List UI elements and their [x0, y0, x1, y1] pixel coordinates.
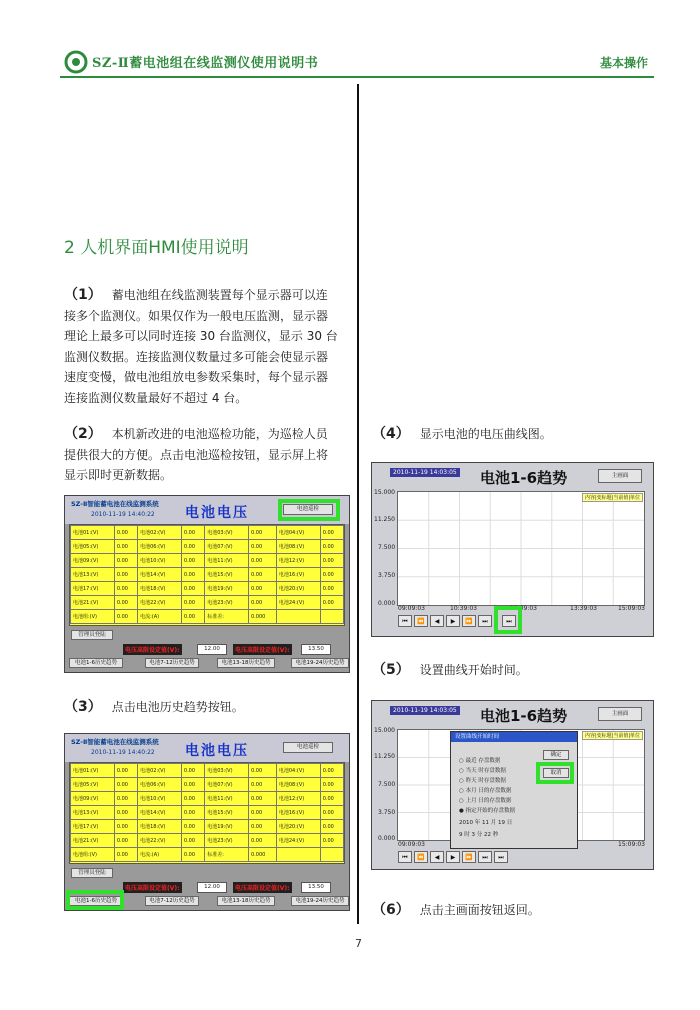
cell-value: 0.00 — [181, 834, 204, 848]
cell-label: 电池12:(V) — [276, 792, 320, 806]
highlight-frame — [494, 606, 522, 634]
para-line: 点击电池历史趋势按钮。 — [111, 700, 244, 714]
nav-forward-button[interactable]: ▶ — [446, 851, 460, 863]
system-title: SZ-Ⅱ智能蓄电池在线监测系统 — [71, 738, 159, 746]
cell-label: 电流:(A) — [138, 848, 182, 862]
cell-value: 0.00 — [181, 582, 204, 596]
cell-value: 0.00 — [181, 596, 204, 610]
cell-value: 0.00 — [114, 610, 137, 624]
para-line: 本机新改进的电池巡检功能，为巡检人员 — [111, 427, 328, 441]
para-line: 速度变慢，做电池组放电参数采集时，每个显示器 — [64, 370, 329, 384]
cell-value: 0.00 — [320, 526, 343, 540]
grid-row — [71, 792, 344, 806]
dialog-title: 设置曲线开始时间 — [451, 732, 577, 742]
highlight-frame — [536, 762, 574, 784]
trend-title: 电池1-6趋势 — [480, 469, 568, 487]
cell-value: 0.00 — [181, 610, 204, 624]
system-title: SZ-Ⅱ智能蓄电池在线监测系统 — [71, 500, 159, 508]
cell-label: 电池06:(V) — [138, 540, 182, 554]
para-line: 显示即时更新数据。 — [64, 468, 173, 482]
nav-latest-button[interactable]: ⏭ — [502, 615, 516, 627]
cancel-button[interactable]: 取消 — [543, 768, 569, 778]
nav-latest-button[interactable]: ⏭ — [494, 851, 508, 863]
cell-label: 标准差: — [205, 610, 249, 624]
admin-login-button[interactable]: 管理员登陆 — [71, 630, 113, 640]
nav-last-button[interactable]: ⏭ — [478, 615, 492, 627]
cell-label: 电池01:(V) — [71, 526, 115, 540]
cell-value: 0.00 — [181, 778, 204, 792]
voltage-grid — [69, 762, 345, 864]
cell-label: 电池09:(V) — [71, 554, 115, 568]
cell-label: 电池组:(V) — [71, 610, 115, 624]
para-line: 蓄电池组在线监测装置每个显示器可以连 — [111, 288, 328, 302]
cell-label: 电池组:(V) — [71, 848, 115, 862]
grid-row — [71, 778, 344, 792]
cell-value: 0.00 — [114, 526, 137, 540]
limit-input[interactable]: 13.50 — [301, 882, 331, 893]
history-button[interactable]: 电池7-12历史趋势 — [145, 658, 199, 668]
voltage-screen-2 — [64, 733, 350, 911]
screen-heading: 电池电压 — [185, 505, 249, 521]
cell-value: 0.00 — [249, 596, 277, 610]
history-button[interactable]: 电池7-12历史趋势 — [145, 896, 199, 906]
cell-value: 0.00 — [181, 792, 204, 806]
cell-label: 电池03:(V) — [205, 526, 249, 540]
y-tick: 11.250 — [374, 516, 395, 523]
cell-value: 0.00 — [249, 834, 277, 848]
cell-label: 电池04:(V) — [276, 764, 320, 778]
option-row-selected[interactable]: ● 指定开始的存盘数据 — [459, 808, 516, 814]
cell-value: 0.00 — [249, 582, 277, 596]
cell-value: 0.00 — [320, 778, 343, 792]
main-screen-button[interactable]: 主画面 — [598, 469, 642, 483]
logo-icon — [64, 50, 88, 74]
x-tick: 10:39:03 — [450, 605, 477, 612]
grid-row — [71, 610, 344, 624]
limit-label: 电压高限设定值(V): — [233, 644, 292, 655]
cell-label: 电池24:(V) — [276, 596, 320, 610]
cell-value: 0.00 — [181, 764, 204, 778]
cell-label: 电池11:(V) — [205, 554, 249, 568]
para-line: 接多个监测仪。如果仅作为一般电压监测，显示器 — [64, 308, 329, 323]
cell-value: 0.00 — [181, 554, 204, 568]
cell-value: 0.00 — [114, 596, 137, 610]
cell-label: 电池12:(V) — [276, 554, 320, 568]
highlight-frame — [66, 890, 124, 910]
cell-value: 0.00 — [114, 778, 137, 792]
para-line: 理论上最多可以同时连接 30 台监测仪，显示 30 台 — [64, 329, 338, 343]
grid-row — [71, 526, 344, 540]
history-button[interactable]: 电池13-18历史趋势 — [217, 658, 275, 668]
y-tick: 11.250 — [374, 753, 395, 760]
y-tick: 3.750 — [378, 572, 396, 579]
cell-value: 0.00 — [249, 540, 277, 554]
cell-value: 0.00 — [114, 540, 137, 554]
limit-input[interactable]: 12.00 — [197, 882, 227, 893]
admin-login-button[interactable]: 管理员登陆 — [71, 868, 113, 878]
para-line: 监测仪数据。连接监测仪数量过多可能会使显示器 — [64, 349, 329, 364]
cell-label: 电池04:(V) — [276, 526, 320, 540]
cell-label: 电池18:(V) — [138, 582, 182, 596]
cell-value: 0.00 — [249, 820, 277, 834]
grid-row — [71, 540, 344, 554]
screen-timestamp: 2010-11-19 14:03:05 — [390, 468, 460, 477]
cell-value: 0.00 — [114, 568, 137, 582]
trend-screen-2 — [371, 700, 654, 870]
cell-label: 电池16:(V) — [276, 806, 320, 820]
cell-label: 电池19:(V) — [205, 582, 249, 596]
x-tick: 13:39:03 — [570, 605, 597, 612]
cell-label: 电池02:(V) — [138, 764, 182, 778]
step-number: （4） — [372, 426, 410, 442]
cell-label: 电池15:(V) — [205, 568, 249, 582]
cell-value: 0.00 — [181, 540, 204, 554]
y-tick: 7.500 — [378, 544, 396, 551]
cell-label: 电池20:(V) — [276, 582, 320, 596]
nav-fast-forward-button[interactable]: ⏩ — [462, 615, 476, 627]
y-tick: 0.000 — [378, 835, 396, 842]
trend-plot — [397, 491, 645, 606]
history-button[interactable]: 电池19-24历史趋势 — [291, 658, 349, 668]
cell-value: 0.00 — [114, 820, 137, 834]
nav-forward-button[interactable]: ▶ — [446, 615, 460, 627]
cell-label: 电池09:(V) — [71, 792, 115, 806]
trend-title: 电池1-6趋势 — [480, 707, 568, 725]
chapter-label: 基本操作 — [600, 56, 649, 70]
cell-label: 电池20:(V) — [276, 820, 320, 834]
date-row[interactable]: 2010 年 11 月 19 日 — [459, 820, 513, 826]
cell-label: 电池10:(V) — [138, 554, 182, 568]
cell-label: 电池02:(V) — [138, 526, 182, 540]
cell-label: 电池08:(V) — [276, 540, 320, 554]
cell-value: 0.00 — [249, 526, 277, 540]
cell-value: 0.00 — [320, 554, 343, 568]
option-row[interactable]: ○ 当天 时存盘数据 — [459, 768, 506, 774]
limit-label: 电压高限设定值(V): — [123, 644, 182, 655]
cell-value: 0.00 — [249, 568, 277, 582]
limit-input[interactable]: 13.50 — [301, 644, 331, 655]
limit-label: 电压高限设定值(V): — [123, 882, 182, 893]
cell-value: 0.00 — [320, 806, 343, 820]
cell-value: 0.00 — [181, 568, 204, 582]
para-line: 设置曲线开始时间。 — [419, 663, 528, 677]
paragraph-3 — [64, 697, 354, 718]
x-tick: 15:09:03 — [618, 605, 645, 612]
cell-value: 0.00 — [320, 568, 343, 582]
nav-fast-back-button[interactable]: ⏪ — [414, 851, 428, 863]
cell-label: 电池08:(V) — [276, 778, 320, 792]
limit-input[interactable]: 12.00 — [197, 644, 227, 655]
y-tick: 3.750 — [378, 809, 396, 816]
cell-label: 电池14:(V) — [138, 568, 182, 582]
paragraph-2 — [64, 424, 354, 486]
nav-last-button[interactable]: ⏭ — [478, 851, 492, 863]
nav-first-button[interactable]: ⏮ — [398, 615, 412, 627]
grid-row — [71, 820, 344, 834]
cell-value: 0.00 — [114, 806, 137, 820]
grid-row — [71, 848, 344, 862]
para-line: 提供很大的方便。点击电池巡检按钮，显示屏上将 — [64, 447, 329, 462]
history-button[interactable]: 电池1-6历史趋势 — [69, 896, 123, 906]
step-number: （2） — [64, 426, 102, 442]
cell-value: 0.00 — [114, 848, 137, 862]
cell-value: 0.00 — [114, 582, 137, 596]
cell-value: 0.00 — [181, 806, 204, 820]
screen-topbar — [65, 734, 349, 762]
cell-value — [320, 848, 343, 862]
highlight-frame — [278, 499, 340, 521]
cell-value: 0.00 — [181, 820, 204, 834]
cell-label: 电池11:(V) — [205, 792, 249, 806]
document-title: SZ-Ⅱ蓄电池组在线监测仪使用说明书 — [92, 56, 319, 71]
x-tick: 15:09:03 — [618, 841, 645, 848]
screen-heading: 电池电压 — [185, 743, 249, 759]
cell-value: 0.00 — [249, 764, 277, 778]
y-tick: 7.500 — [378, 781, 396, 788]
screen-timestamp: 2010-11-19 14:40:22 — [91, 511, 155, 518]
grid-row — [71, 806, 344, 820]
cell-label: 电池16:(V) — [276, 568, 320, 582]
cell-value: 0.00 — [249, 806, 277, 820]
header-rule — [60, 76, 654, 78]
nav-back-button[interactable]: ◀ — [430, 851, 444, 863]
grid-row — [71, 834, 344, 848]
cell-label: 电池19:(V) — [205, 820, 249, 834]
step-number: （1） — [64, 287, 102, 303]
cell-label: 电池07:(V) — [205, 778, 249, 792]
cell-label: 电池17:(V) — [71, 582, 115, 596]
cell-value: 0.00 — [320, 834, 343, 848]
start-time-dialog — [450, 731, 578, 849]
column-divider — [357, 84, 359, 924]
cell-value: 0.00 — [249, 778, 277, 792]
cell-label: 电池10:(V) — [138, 792, 182, 806]
history-button[interactable]: 电池13-18历史趋势 — [217, 896, 275, 906]
cell-value: 0.000 — [249, 848, 277, 862]
cell-value: 0.00 — [181, 526, 204, 540]
cell-label — [276, 610, 320, 624]
cell-label — [276, 848, 320, 862]
cell-label: 电池18:(V) — [138, 820, 182, 834]
grid-row — [71, 582, 344, 596]
voltage-screen-1 — [64, 495, 350, 673]
option-row[interactable]: ○ 上月 日的存盘数据 — [459, 798, 512, 804]
cell-label: 电池15:(V) — [205, 806, 249, 820]
cell-label: 电池01:(V) — [71, 764, 115, 778]
history-button[interactable]: 电池19-24历史趋势 — [291, 896, 349, 906]
paragraph-1 — [64, 285, 354, 408]
cell-value: 0.000 — [249, 610, 277, 624]
cell-label: 电池05:(V) — [71, 540, 115, 554]
cell-label: 电池06:(V) — [138, 778, 182, 792]
page-number: 7 — [355, 937, 362, 950]
cell-value: 0.00 — [320, 820, 343, 834]
cell-value: 0.00 — [114, 764, 137, 778]
x-tick: 09:09:03 — [398, 605, 425, 612]
section-title: 2 人机界面HMI使用说明 — [64, 238, 249, 258]
cell-label: 电流:(A) — [138, 610, 182, 624]
nav-fast-forward-button[interactable]: ⏩ — [462, 851, 476, 863]
paragraph-6 — [372, 900, 662, 921]
cell-value — [320, 610, 343, 624]
paragraph-5 — [372, 660, 662, 681]
trend-legend: 内容|变标题|当前值|单位 — [582, 493, 643, 502]
cell-label: 电池21:(V) — [71, 596, 115, 610]
paragraph-4 — [372, 424, 662, 445]
grid-row — [71, 764, 344, 778]
voltage-grid — [69, 524, 345, 626]
cell-label: 电池17:(V) — [71, 820, 115, 834]
step-number: （5） — [372, 662, 410, 678]
step-number: （6） — [372, 902, 410, 918]
cell-value: 0.00 — [181, 848, 204, 862]
cell-label: 电池23:(V) — [205, 834, 249, 848]
cell-value: 0.00 — [320, 792, 343, 806]
cell-value: 0.00 — [320, 764, 343, 778]
time-row[interactable]: 9 时 3 分 22 秒 — [459, 832, 499, 838]
confirm-button[interactable]: 确定 — [543, 750, 569, 760]
cell-label: 标准差: — [205, 848, 249, 862]
cell-label: 电池23:(V) — [205, 596, 249, 610]
cell-label: 电池22:(V) — [138, 834, 182, 848]
cell-value: 0.00 — [320, 540, 343, 554]
cell-value: 0.00 — [320, 596, 343, 610]
grid-row — [71, 596, 344, 610]
para-line: 显示电池的电压曲线图。 — [419, 427, 552, 441]
limit-label: 电压高限设定值(V): — [233, 882, 292, 893]
trend-legend: 内容|变标题|当前值|单位 — [582, 731, 643, 740]
main-screen-button[interactable]: 主画面 — [598, 707, 642, 721]
screen-timestamp: 2010-11-19 14:40:22 — [91, 749, 155, 756]
cell-value: 0.00 — [249, 792, 277, 806]
cell-label: 电池13:(V) — [71, 806, 115, 820]
cell-label: 电池13:(V) — [71, 568, 115, 582]
cell-value: 0.00 — [114, 554, 137, 568]
cell-label: 电池21:(V) — [71, 834, 115, 848]
nav-back-button[interactable]: ◀ — [430, 615, 444, 627]
cell-label: 电池24:(V) — [276, 834, 320, 848]
y-tick: 0.000 — [378, 600, 396, 607]
screen-timestamp: 2010-11-19 14:03:05 — [390, 706, 460, 715]
para-line: 点击主画面按钮返回。 — [419, 903, 540, 917]
x-tick: 09:09:03 — [398, 841, 425, 848]
cell-value: 0.00 — [249, 554, 277, 568]
cell-label: 电池22:(V) — [138, 596, 182, 610]
option-row[interactable]: ○ 本月 日的存盘数据 — [459, 788, 512, 794]
cell-label: 电池14:(V) — [138, 806, 182, 820]
patrol-button[interactable]: 电池巡检 — [283, 742, 333, 753]
cell-value: 0.00 — [114, 792, 137, 806]
patrol-button[interactable]: 电池巡检 — [283, 504, 333, 515]
y-tick: 15.000 — [374, 489, 395, 496]
option-row[interactable]: ○ 最近 存盘数据 — [459, 758, 501, 764]
cell-label: 电池07:(V) — [205, 540, 249, 554]
option-row[interactable]: ○ 昨天 时存盘数据 — [459, 778, 506, 784]
cell-label: 电池05:(V) — [71, 778, 115, 792]
cell-value: 0.00 — [320, 582, 343, 596]
history-button[interactable]: 电池1-6历史趋势 — [69, 658, 123, 668]
nav-fast-back-button[interactable]: ⏪ — [414, 615, 428, 627]
cell-label: 电池03:(V) — [205, 764, 249, 778]
grid-row — [71, 554, 344, 568]
para-line: 连接监测仪数量最好不超过 4 台。 — [64, 390, 248, 405]
x-tick: 12:09:03 — [510, 605, 537, 612]
y-tick: 15.000 — [374, 727, 395, 734]
step-number: （3） — [64, 699, 102, 715]
grid-row — [71, 568, 344, 582]
nav-first-button[interactable]: ⏮ — [398, 851, 412, 863]
cell-value: 0.00 — [114, 834, 137, 848]
